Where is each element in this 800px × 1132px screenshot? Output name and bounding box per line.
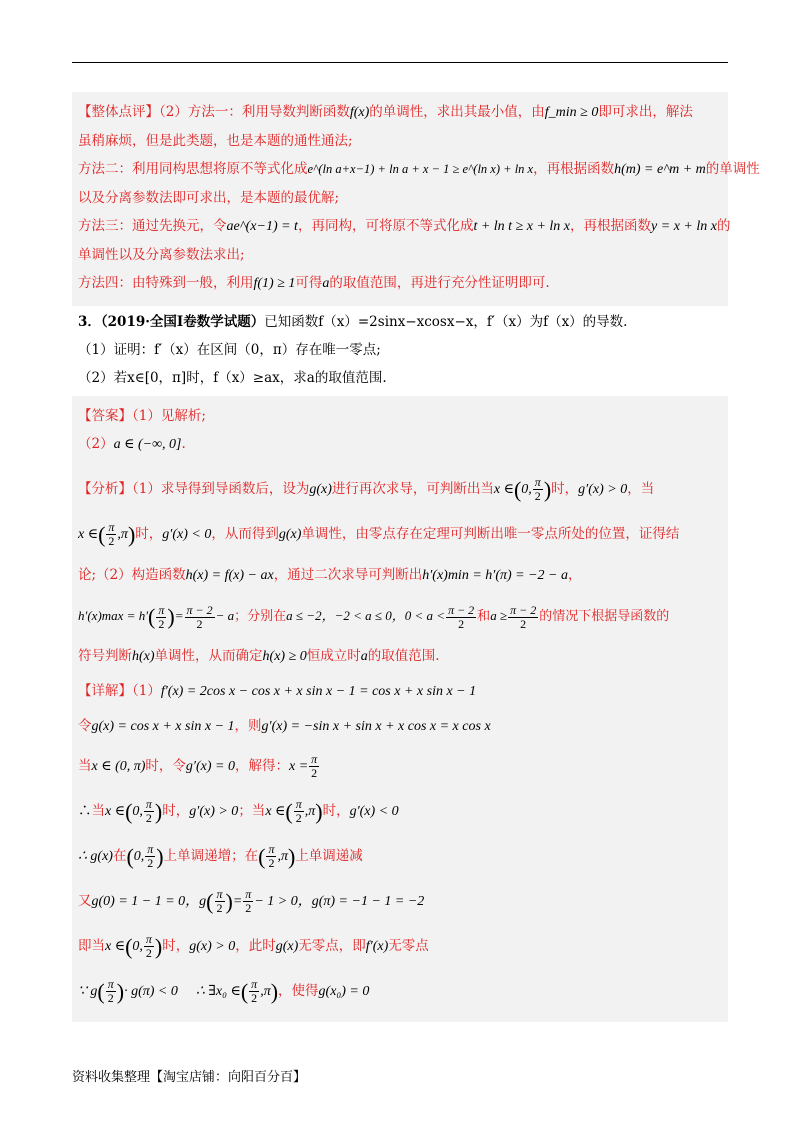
fraction: $\frac{\pi - 2}{2}$ [186, 602, 213, 631]
formula: h(x) [132, 649, 155, 665]
formula: x ∈( $\frac{\pi}{2}$ ,π) [265, 797, 323, 826]
fraction: $\frac{\pi}{2}$ [147, 842, 154, 871]
formula: h(m) = e^m + m [614, 162, 706, 177]
analysis-tag: 【分析】 [78, 481, 132, 497]
formula: f(1) ≥ 1 [253, 276, 296, 291]
header-rule [72, 62, 728, 63]
review-line-1: 【整体点评】（2）方法一：利用导数判断函数f(x)的单调性，求出其最小值，由f_min ≥ 0即可求出，解法 [78, 104, 693, 120]
detail-line-4: ∴当x ∈(0, $\frac{\pi}{2}$ )时，g′(x) > 0；当x ∈( $\frac{\pi}{2}$ ,π)时，g′(x) < 0 [78, 797, 399, 826]
formula: g(0) = 1 − 1 = 0 [91, 894, 186, 910]
fraction: $\frac{\pi}{2}$ [251, 977, 258, 1006]
formula: ，g( $\frac{\pi}{2}$ )= $\frac{\pi}{2}$ − 1 > 0 [185, 887, 298, 916]
formula: h(x) ≥ 0 [262, 649, 307, 665]
analysis-line-3: 论;（2）构造函数h(x) = f(x) − ax，通过二次求导可判断出h′(x)min = h′(π) = −2 − a， [78, 567, 582, 583]
formula: h′(x)max = h′( $\frac{\pi}{2}$ )= $\frac{\pi - 2}{2}$ − a [78, 602, 235, 631]
fraction: $\frac{\pi}{2}$ [534, 475, 541, 504]
detail-line-5: ∴ g(x)在(0, $\frac{\pi}{2}$ )上单调递增；在( $\frac{\pi}{2}$ ,π)上单调递减 [78, 842, 363, 871]
answer-tag: 【答案】 [78, 408, 132, 424]
formula: g′(x) < 0 [349, 804, 399, 820]
analysis-line-5: 符号判断h(x)单调性，从而确定h(x) ≥ 0恒成立时a的取值范围. [78, 648, 440, 665]
question-number: 3． [78, 314, 101, 330]
formula: g′(x) < 0 [162, 527, 212, 542]
formula: a ≥ $\frac{\pi - 2}{2}$ [490, 602, 537, 631]
question-part-1: （1）证明：f′（x）在区间（0，π）存在唯一零点; [78, 342, 381, 358]
review-section [72, 92, 760, 306]
fraction: $\frac{\pi}{2}$ [158, 602, 165, 631]
formula: (0, $\frac{\pi}{2}$ ) [126, 842, 164, 871]
fraction: $\frac{\pi}{2}$ [108, 520, 115, 549]
fraction: $\frac{\pi}{2}$ [107, 977, 114, 1006]
fraction: $\frac{\pi}{2}$ [145, 932, 152, 961]
formula: g(x) > 0 [189, 939, 236, 955]
formula: ∵ g( $\frac{\pi}{2}$ )· g(π) < 0 [78, 977, 178, 1006]
question-stem: 3．（2019·全国Ⅰ卷数学试题）已知函数f（x）=2sinx−xcosx−x，f′（x）为f（x）的导数. [78, 314, 628, 330]
formula: e^(ln a+x−1) + ln a + x − 1 ≥ e^(ln x) + ln x [307, 162, 534, 176]
formula: g(x) = cos x + x sin x − 1 [91, 719, 235, 735]
review-line-6: 单调性以及分离参数法求出; [78, 247, 245, 263]
detail-line-3: 当x ∈ (0, π)时，令g′(x) = 0，解得：x = $\frac{\pi}{2}$ [78, 744, 722, 789]
formula: ( $\frac{\pi}{2}$ ,π) [258, 842, 296, 871]
review-line-3: 方法二：利用同构思想将原不等式化成e^(ln a+x−1) + ln a + x − 1 ≥ e^(ln x) + ln x，再根据函数h(m) = e^m + m的单调性 [78, 161, 760, 177]
formula: h(x) = f(x) − ax [185, 568, 274, 583]
detail-line-7: 即当x ∈(0, $\frac{\pi}{2}$ )时，g(x) > 0，此时g(x)无零点，即f′(x)无零点 [78, 932, 429, 961]
detail-line-8: ∵ g( $\frac{\pi}{2}$ )· g(π) < 0 ∴ ∃x₀ ∈( $\frac{\pi}{2}$ ,π)，使得g(x₀) = 0 [78, 977, 370, 1006]
formula: g(x) [275, 939, 299, 955]
fraction: $\frac{\pi - 2}{2}$ [510, 602, 537, 631]
formula: a [360, 649, 368, 665]
review-line-4: 以及分离参数法即可求出，是本题的最优解; [78, 190, 340, 206]
detail-line-6: 又g(0) = 1 − 1 = 0，g( $\frac{\pi}{2}$ )= $\frac{\pi}{2}$ − 1 > 0，g(π) = −1 − 1 = −2 [78, 887, 425, 916]
formula: ，−2 < a ≤ 0 [321, 608, 392, 623]
detail-line-2: 令g(x) = cos x + x sin x − 1，则g′(x) = −sin x + sin x + x cos x = x cos x [78, 718, 491, 735]
analysis-line-1: 【分析】（1）求导得到导函数后，设为g(x)进行再次求导，可判断出当x ∈(0, $\frac{\pi}{2}$ )时，g′(x) > 0，当 [78, 475, 655, 504]
analysis-line-2: x ∈( $\frac{\pi}{2}$ ,π)时，g′(x) < 0，从而得到g(x)单调性，由零点存在定理可判断出唯一零点所处的位置，证得结 [78, 520, 680, 549]
formula: t + ln t ≥ x + ln x [473, 219, 571, 234]
review-line-7: 方法四：由特殊到一般，利用f(1) ≥ 1可得a的取值范围，再进行充分性证明即可. [78, 275, 550, 291]
formula: ∴ ∃x₀ ∈( $\frac{\pi}{2}$ ,π) [195, 977, 279, 1006]
formula: a [322, 276, 330, 291]
fraction: $\frac{\pi}{2}$ [245, 887, 252, 916]
formula: f′(x) [365, 939, 389, 955]
page-footer: 资料收集整理【淘宝店铺：向阳百分百】 [72, 1070, 307, 1085]
document-page [72, 90, 760, 1022]
fraction: $\frac{\pi - 2}{2}$ [448, 602, 475, 631]
formula: f′(x) = 2cos x − cos x + x sin x − 1 = cos x + x sin x − 1 [160, 684, 477, 700]
formula: x ∈(0, $\frac{\pi}{2}$ ) [105, 932, 163, 961]
answer-section [72, 396, 728, 1022]
formula: ∴ g(x) [78, 849, 113, 865]
question-section [72, 306, 728, 396]
formula: g′(x) > 0 [189, 804, 239, 820]
fraction: $\frac{\pi}{2}$ [216, 887, 223, 916]
formula: a ∈ (−∞, 0] [113, 437, 182, 452]
formula: x ∈(0, $\frac{\pi}{2}$ ) [105, 797, 163, 826]
fraction: $\frac{\pi}{2}$ [268, 842, 275, 871]
formula: f(x) [349, 105, 370, 120]
formula: g(x) [309, 482, 332, 497]
analysis-line-4: h′(x)max = h′( $\frac{\pi}{2}$ )= $\frac{\pi - 2}{2}$ − a；分别在a ≤ −2，−2 < a ≤ 0，0 < a < $\frac{\pi - 2}{2}$ 和a ≥ $\frac{\pi - 2}{2}$ 的情况下根据导函数的 [78, 602, 670, 631]
answer-line-2: （2）a ∈ (−∞, 0]. [78, 436, 186, 452]
formula: a ≤ −2 [286, 608, 322, 623]
formula: x ∈( $\frac{\pi}{2}$ ,π) [78, 520, 136, 549]
fraction: $\frac{\pi}{2}$ [295, 797, 302, 826]
formula: x = $\frac{\pi}{2}$ [288, 752, 318, 781]
formula: g′(x) = 0 [185, 759, 235, 775]
question-source: （2019·全国Ⅰ卷数学试题） [100, 314, 265, 330]
formula: g′(x) = −sin x + sin x + x cos x = x cos x [261, 719, 491, 735]
detail-line-1: 【详解】（1）f′(x) = 2cos x − cos x + x sin x − 1 = cos x + x sin x − 1 [78, 683, 477, 700]
formula: h′(x)min = h′(π) = −2 − a [422, 568, 569, 583]
formula: g′(x) > 0 [578, 482, 628, 497]
formula: f_min ≥ 0 [544, 105, 599, 120]
answer-line-1: 【答案】（1）见解析; [78, 408, 206, 424]
fraction: $\frac{\pi}{2}$ [311, 752, 318, 781]
detail-tag: 【详解】 [78, 683, 132, 700]
formula: x ∈ (0, π) [91, 759, 146, 775]
question-part-2: （2）若x∈[0，π]时，f（x）≥ax，求a的取值范围. [78, 370, 387, 386]
formula: ，g(π) = −1 − 1 = −2 [297, 894, 425, 910]
fraction: $\frac{\pi}{2}$ [145, 797, 152, 826]
formula: g(x) [278, 527, 302, 542]
review-line-5: 方法三：通过先换元，令ae^(x−1) = t，再同构，可将原不等式化成t + ln t ≥ x + ln x，再根据函数y = x + ln x的 [78, 218, 731, 234]
formula: x ∈(0, $\frac{\pi}{2}$ ) [493, 475, 552, 504]
formula: g(x₀) = 0 [318, 984, 370, 1000]
formula: ae^(x−1) = t [226, 219, 298, 234]
review-line-2: 虽稍麻烦，但是此类题，也是本题的通性通法; [78, 133, 353, 149]
review-tag: 【整体点评】 [78, 104, 159, 120]
formula: ，0 < a < $\frac{\pi - 2}{2}$ [391, 602, 475, 631]
formula: y = x + ln x [651, 219, 717, 234]
